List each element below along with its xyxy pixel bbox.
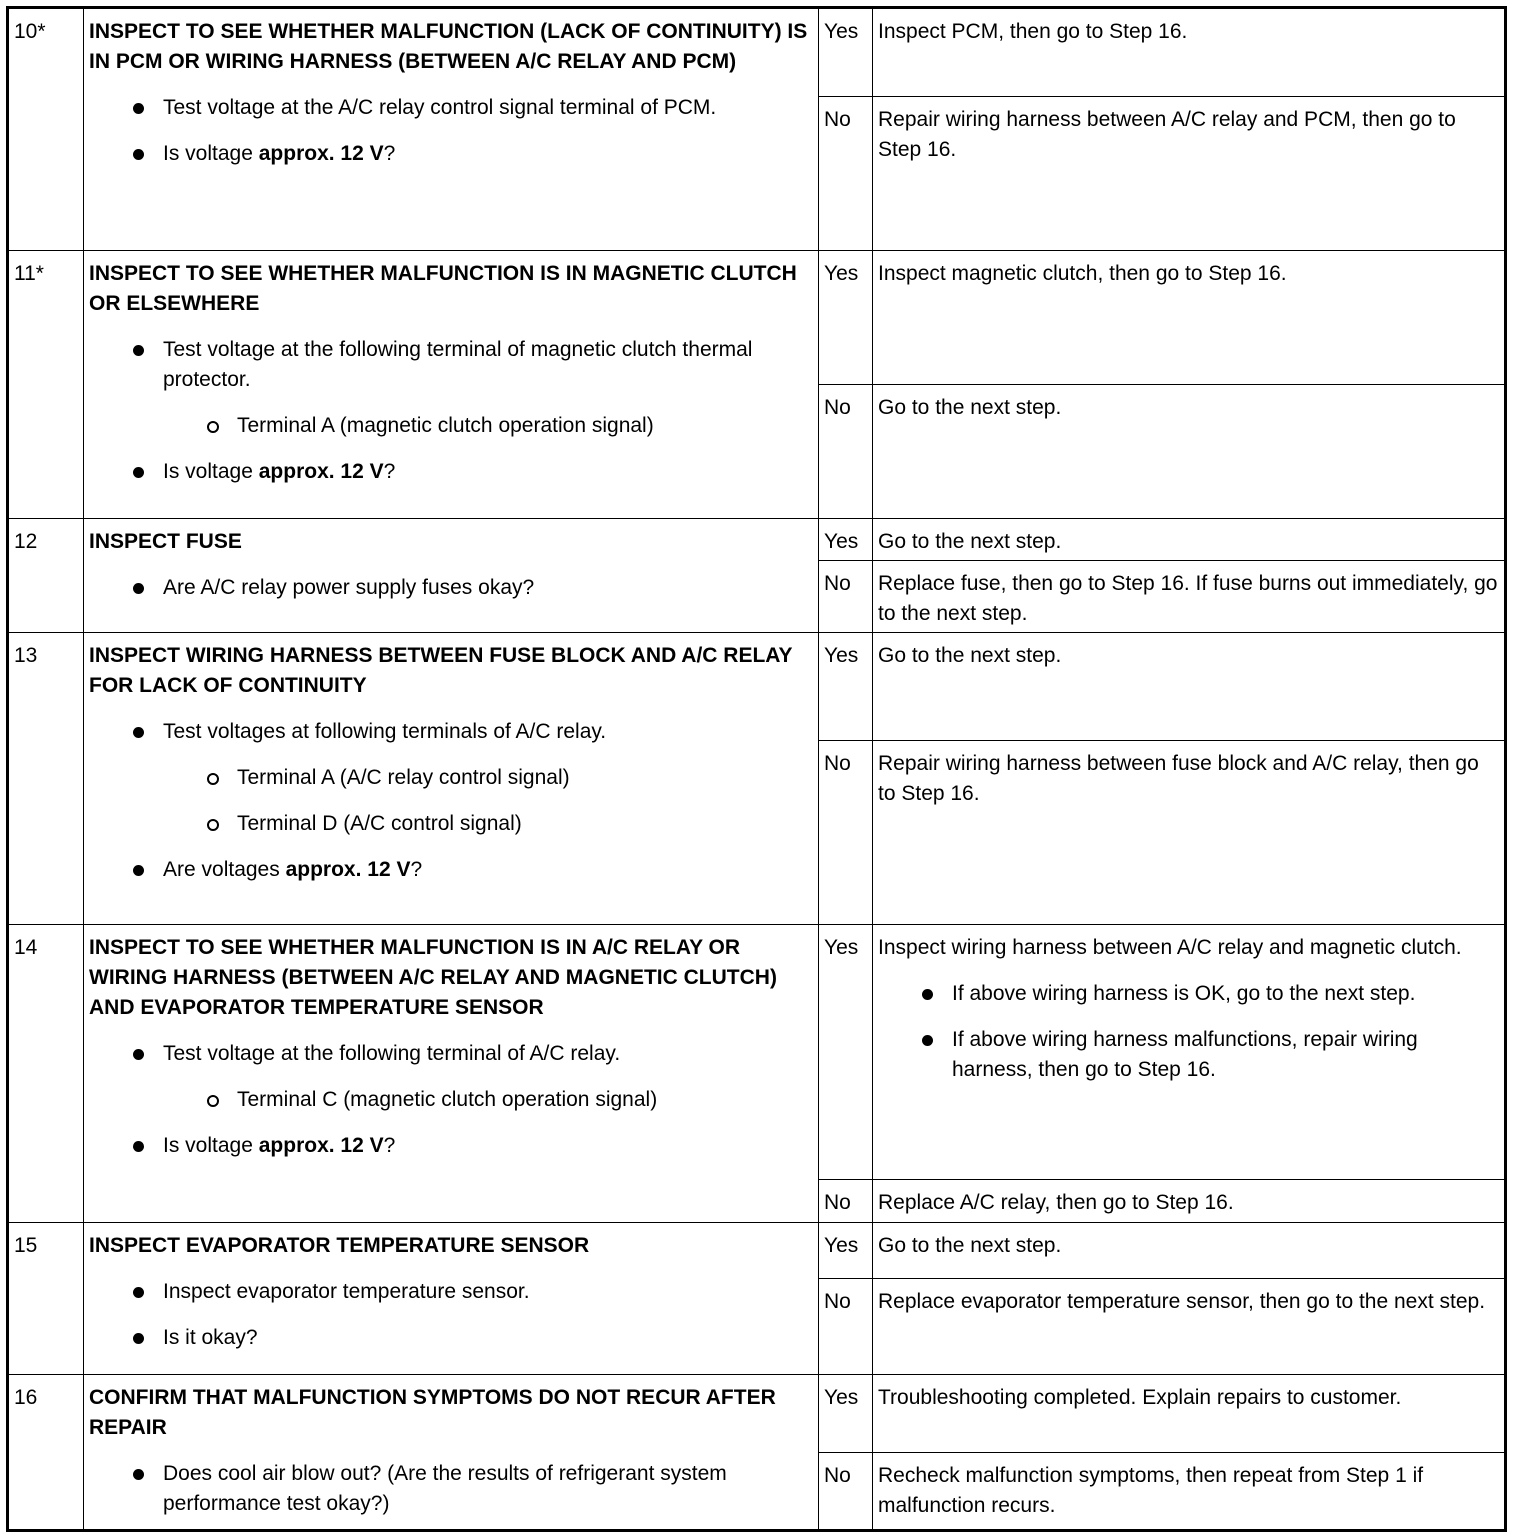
step-number: 11* bbox=[8, 251, 84, 519]
result-no-label: No bbox=[819, 1453, 873, 1531]
troubleshooting-table bbox=[6, 6, 1507, 1532]
step-number: 14 bbox=[8, 925, 84, 1223]
step-title: INSPECT TO SEE WHETHER MALFUNCTION (LACK OF CONTINUITY) IS IN PCM OR WIRING HARNESS (BETWEEN A/C RELAY AND PCM) bbox=[89, 20, 808, 73]
result-no-label: No bbox=[819, 1180, 873, 1223]
step-row-10 bbox=[8, 8, 1506, 97]
step-title: INSPECT TO SEE WHETHER MALFUNCTION IS IN A/C RELAY OR WIRING HARNESS (BETWEEN A/C RELAY AND MAGNETIC CLUTCH) AND EVAPORATOR TEMPERATURE SENSOR bbox=[89, 936, 777, 1019]
result-yes-label: Yes bbox=[819, 1223, 873, 1279]
result-yes-label: Yes bbox=[819, 519, 873, 561]
no-action: Replace fuse, then go to Step 16. If fuse burns out immediately, go to the next step. bbox=[873, 561, 1506, 633]
step-instructions bbox=[84, 1375, 819, 1531]
step-number: 16 bbox=[8, 1375, 84, 1531]
bullet-item: Test voltage at the following terminal of A/C relay. bbox=[89, 1039, 813, 1069]
yes-action-bullet: If above wiring harness malfunctions, repair wiring harness, then go to Step 16. bbox=[878, 1025, 1499, 1085]
step-instructions bbox=[84, 925, 819, 1223]
sub-bullet-item: Terminal A (magnetic clutch operation signal) bbox=[89, 411, 813, 441]
sub-bullet-item: Terminal D (A/C control signal) bbox=[89, 809, 813, 839]
step-row-11 bbox=[8, 251, 1506, 385]
step-title: CONFIRM THAT MALFUNCTION SYMPTOMS DO NOT RECUR AFTER REPAIR bbox=[89, 1386, 776, 1439]
result-yes-label: Yes bbox=[819, 925, 873, 1180]
yes-action: Go to the next step. bbox=[873, 1223, 1506, 1279]
no-action: Replace evaporator temperature sensor, then go to the next step. bbox=[873, 1279, 1506, 1375]
question-item: Is voltage approx. 12 V? bbox=[89, 1131, 813, 1161]
result-no-label: No bbox=[819, 561, 873, 633]
yes-action: Go to the next step. bbox=[873, 519, 1506, 561]
yes-action: Inspect PCM, then go to Step 16. bbox=[873, 8, 1506, 97]
result-yes-label: Yes bbox=[819, 1375, 873, 1453]
yes-action bbox=[873, 925, 1506, 1180]
yes-action: Inspect magnetic clutch, then go to Step 16. bbox=[873, 251, 1506, 385]
step-instructions bbox=[84, 251, 819, 519]
step-number: 10* bbox=[8, 8, 84, 251]
yes-action-bullet: If above wiring harness is OK, go to the next step. bbox=[878, 979, 1499, 1009]
result-no-label: No bbox=[819, 741, 873, 925]
no-action: Go to the next step. bbox=[873, 385, 1506, 519]
step-title: INSPECT FUSE bbox=[89, 530, 242, 553]
step-row-16 bbox=[8, 1375, 1506, 1453]
result-yes-label: Yes bbox=[819, 633, 873, 741]
yes-action: Troubleshooting completed. Explain repairs to customer. bbox=[873, 1375, 1506, 1453]
result-yes-label: Yes bbox=[819, 8, 873, 97]
result-no-label: No bbox=[819, 97, 873, 251]
bullet-item: Inspect evaporator temperature sensor. bbox=[89, 1277, 813, 1307]
sub-bullet-item: Terminal A (A/C relay control signal) bbox=[89, 763, 813, 793]
bullet-item: Test voltage at the A/C relay control signal terminal of PCM. bbox=[89, 93, 813, 123]
step-row-15 bbox=[8, 1223, 1506, 1279]
sub-bullet-item: Terminal C (magnetic clutch operation signal) bbox=[89, 1085, 813, 1115]
result-yes-label: Yes bbox=[819, 251, 873, 385]
step-instructions bbox=[84, 8, 819, 251]
step-instructions bbox=[84, 519, 819, 633]
yes-action: Go to the next step. bbox=[873, 633, 1506, 741]
bullet-item: Test voltages at following terminals of A/C relay. bbox=[89, 717, 813, 747]
step-title: INSPECT WIRING HARNESS BETWEEN FUSE BLOCK AND A/C RELAY FOR LACK OF CONTINUITY bbox=[89, 644, 793, 697]
step-title: INSPECT TO SEE WHETHER MALFUNCTION IS IN MAGNETIC CLUTCH OR ELSEWHERE bbox=[89, 262, 797, 315]
bullet-item: Test voltage at the following terminal of magnetic clutch thermal protector. bbox=[89, 335, 813, 395]
no-action: Repair wiring harness between A/C relay and PCM, then go to Step 16. bbox=[873, 97, 1506, 251]
step-number: 13 bbox=[8, 633, 84, 925]
result-no-label: No bbox=[819, 385, 873, 519]
question-item: Is it okay? bbox=[89, 1323, 813, 1353]
no-action: Recheck malfunction symptoms, then repeat from Step 1 if malfunction recurs. bbox=[873, 1453, 1506, 1531]
step-row-14 bbox=[8, 925, 1506, 1180]
step-number: 15 bbox=[8, 1223, 84, 1375]
step-instructions bbox=[84, 633, 819, 925]
step-instructions bbox=[84, 1223, 819, 1375]
step-title: INSPECT EVAPORATOR TEMPERATURE SENSOR bbox=[89, 1234, 590, 1257]
step-number: 12 bbox=[8, 519, 84, 633]
step-row-13 bbox=[8, 633, 1506, 741]
question-item: Are voltages approx. 12 V? bbox=[89, 855, 813, 885]
yes-action-text: Inspect wiring harness between A/C relay and magnetic clutch. bbox=[878, 936, 1462, 959]
no-action: Repair wiring harness between fuse block and A/C relay, then go to Step 16. bbox=[873, 741, 1506, 925]
no-action: Replace A/C relay, then go to Step 16. bbox=[873, 1180, 1506, 1223]
step-row-12 bbox=[8, 519, 1506, 561]
bullet-item: Does cool air blow out? (Are the results of refrigerant system performance test okay?) bbox=[89, 1459, 813, 1519]
result-no-label: No bbox=[819, 1279, 873, 1375]
question-item: Is voltage approx. 12 V? bbox=[89, 457, 813, 487]
question-item: Is voltage approx. 12 V? bbox=[89, 139, 813, 169]
bullet-item: Are A/C relay power supply fuses okay? bbox=[89, 573, 813, 603]
